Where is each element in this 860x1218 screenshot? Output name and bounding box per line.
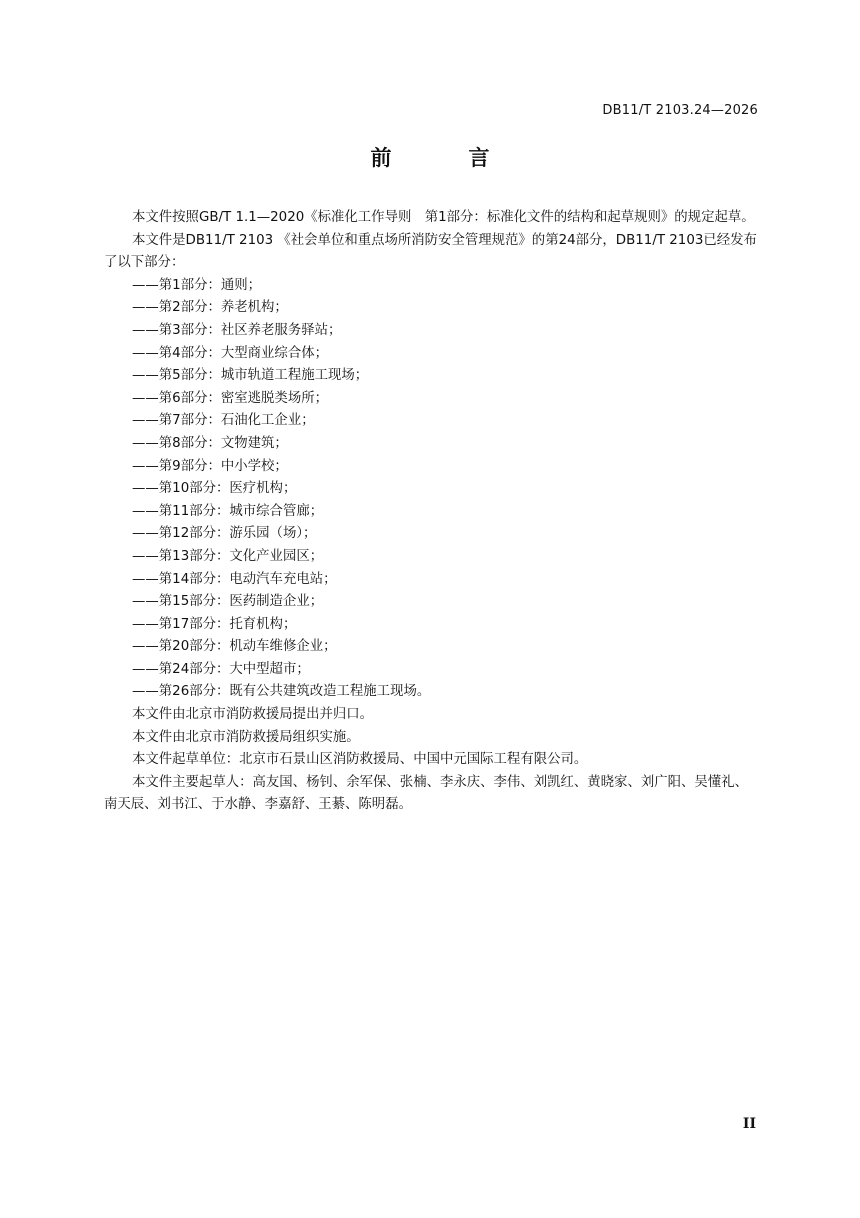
list-item: ——第10部分：医疗机构； <box>132 481 297 497</box>
drafters-paragraph: 本文件主要起草人：高友国、杨钊、余军保、张楠、李永庆、李伟、刘凯红、黄晓家、刘广阳、吴懂礼、南天辰、刘书江、于水静、李嘉舒、王綦、陈明磊。 <box>104 774 748 813</box>
list-item: ——第3部分：社区养老服务驿站； <box>132 322 342 338</box>
list-item: ——第26部分：既有公共建筑改造工程施工现场。 <box>132 684 431 700</box>
list-item: ——第24部分：大中型超市； <box>132 661 310 677</box>
proposer-paragraph: 本文件由北京市消防救援局提出并归口。 <box>132 707 374 723</box>
list-item: ——第11部分：城市综合管廊； <box>132 503 324 519</box>
document-code: DB11/T 2103.24—2026 <box>602 103 758 118</box>
page-title: 前 言 <box>370 146 518 170</box>
list-item: ——第7部分：石油化工企业； <box>132 413 315 429</box>
list-item: ——第8部分：文物建筑； <box>132 435 288 451</box>
intro-paragraph: 本文件是DB11/T 2103 《社会单位和重点场所消防安全管理规范》的第24部分，DB11/T 2103已经发布了以下部分： <box>104 232 757 271</box>
list-item: ——第6部分：密室逃脱类场所； <box>132 390 328 406</box>
implementer-paragraph: 本文件由北京市消防救援局组织实施。 <box>132 729 360 745</box>
list-item: ——第1部分：通则； <box>132 277 262 293</box>
page-number: II <box>742 1116 756 1132</box>
parts-list <box>104 275 758 704</box>
list-item: ——第4部分：大型商业综合体； <box>132 345 328 361</box>
list-item: ——第9部分：中小学校； <box>132 458 288 474</box>
list-item: ——第12部分：游乐园（场）； <box>132 526 317 542</box>
list-item: ——第2部分：养老机构； <box>132 300 288 316</box>
intro-paragraph: 本文件按照GB/T 1.1—2020《标准化工作导则 第1部分：标准化文件的结构和起草规则》的规定起草。 <box>132 210 755 225</box>
list-item: ——第13部分：文化产业园区； <box>132 548 324 564</box>
list-item: ——第15部分：医药制造企业； <box>132 594 324 610</box>
list-item: ——第17部分：托育机构； <box>132 616 297 632</box>
drafting-units-paragraph: 本文件起草单位：北京市石景山区消防救援局、中国中元国际工程有限公司。 <box>132 752 588 768</box>
list-item: ——第14部分：电动汽车充电站； <box>132 571 337 587</box>
list-item: ——第20部分：机动车维修企业； <box>132 639 337 655</box>
list-item: ——第5部分：城市轨道工程施工现场； <box>132 368 369 384</box>
document-body <box>104 207 758 817</box>
